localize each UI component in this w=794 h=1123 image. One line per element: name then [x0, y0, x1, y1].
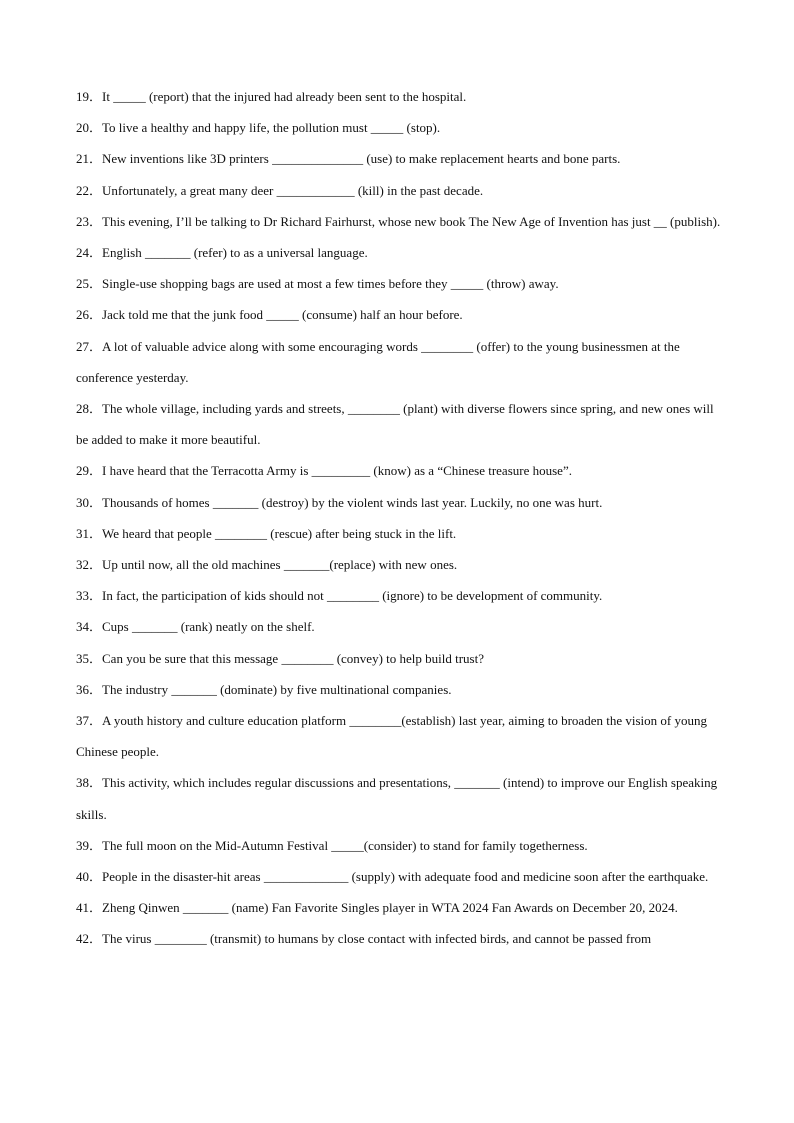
question-number: 25． [76, 276, 103, 292]
question-text: This evening, I’ll be talking to Dr Richard Fairhurst, whose new book The New Age of Invention has just __ (publish). [102, 213, 721, 229]
question-number: 31． [76, 525, 103, 541]
question-number: 40． [76, 869, 103, 885]
question-text: To live a healthy and happy life, the pollution must _____ (stop). [102, 120, 441, 136]
question-23 [76, 206, 722, 237]
question-26 [76, 299, 722, 330]
question-text: The whole village, including yards and streets, ________ (plant) with diverse flowers since spring, and new ones will be added to make it more beautiful. [76, 401, 714, 448]
question-number: 38． [76, 775, 103, 791]
question-24 [76, 237, 722, 268]
question-25 [76, 268, 722, 299]
question-36 [76, 674, 722, 705]
question-number: 29． [76, 463, 103, 479]
question-number: 26． [76, 307, 103, 323]
question-33 [76, 580, 722, 611]
question-29 [76, 455, 722, 486]
question-text: We heard that people ________ (rescue) after being stuck in the lift. [102, 525, 457, 541]
question-text: Can you be sure that this message ________ (convey) to help build trust? [102, 650, 484, 666]
question-34 [76, 611, 722, 642]
question-35 [76, 643, 722, 674]
question-text: Up until now, all the old machines _______(replace) with new ones. [102, 557, 458, 573]
question-number: 20． [76, 120, 103, 136]
question-text: This activity, which includes regular discussions and presentations, _______ (intend) to improve our English speaking skills. [76, 775, 718, 822]
question-42 [76, 923, 722, 954]
question-number: 30． [76, 494, 103, 510]
question-text: Unfortunately, a great many deer ____________ (kill) in the past decade. [102, 182, 484, 198]
question-22 [76, 175, 722, 206]
question-number: 32． [76, 557, 103, 573]
question-text: I have heard that the Terracotta Army is _________ (know) as a “Chinese treasure house”. [102, 463, 572, 479]
question-text: It _____ (report) that the injured had already been sent to the hospital. [102, 89, 467, 104]
question-20 [76, 112, 722, 143]
question-text: Cups _______ (rank) neatly on the shelf. [102, 619, 315, 635]
question-number: 34． [76, 619, 103, 635]
question-text: New inventions like 3D printers ______________ (use) to make replacement hearts and bone parts. [102, 151, 621, 167]
question-32 [76, 549, 722, 580]
question-list [76, 81, 722, 955]
question-27 [76, 331, 722, 393]
question-text: Jack told me that the junk food _____ (consume) half an hour before. [102, 307, 463, 323]
question-39 [76, 830, 722, 861]
question-41 [76, 892, 722, 923]
question-text: A lot of valuable advice along with some encouraging words ________ (offer) to the young businessmen at the conference yesterday. [76, 338, 680, 385]
question-number: 21． [76, 151, 103, 167]
question-text: The industry _______ (dominate) by five multinational companies. [102, 681, 452, 697]
question-number: 22． [76, 182, 103, 198]
question-number: 36． [76, 681, 103, 697]
question-40 [76, 861, 722, 892]
question-text: People in the disaster-hit areas _____________ (supply) with adequate food and medicine soon after the earthquake. [102, 869, 709, 885]
question-number: 33． [76, 588, 103, 604]
question-number: 37． [76, 713, 103, 729]
question-number: 23． [76, 213, 103, 229]
question-31 [76, 518, 722, 549]
question-number: 19． [76, 89, 103, 104]
question-text: Zheng Qinwen _______ (name) Fan Favorite Singles player in WTA 2024 Fan Awards on December 20, 2024. [102, 900, 678, 916]
question-30 [76, 487, 722, 518]
question-text: A youth history and culture education platform ________(establish) last year, aiming to broaden the vision of young Chinese people. [76, 713, 707, 760]
question-text: Thousands of homes _______ (destroy) by the violent winds last year. Luckily, no one was hurt. [102, 494, 603, 510]
question-number: 39． [76, 837, 103, 853]
question-28 [76, 393, 722, 455]
question-text: Single-use shopping bags are used at most a few times before they _____ (throw) away. [102, 276, 559, 292]
question-text: In fact, the participation of kids should not ________ (ignore) to be development of community. [102, 588, 603, 604]
question-text: The virus ________ (transmit) to humans by close contact with infected birds, and cannot be passed from [102, 931, 652, 947]
question-text: English _______ (refer) to as a universal language. [102, 245, 368, 261]
question-number: 28． [76, 401, 103, 417]
question-number: 42． [76, 931, 103, 947]
question-38 [76, 767, 722, 829]
question-text: The full moon on the Mid-Autumn Festival _____(consider) to stand for family togetherness. [102, 837, 588, 853]
question-number: 24． [76, 245, 103, 261]
question-number: 35． [76, 650, 103, 666]
question-37 [76, 705, 722, 767]
question-21 [76, 143, 722, 174]
question-number: 41． [76, 900, 103, 916]
question-number: 27． [76, 338, 103, 354]
question-19 [76, 81, 722, 112]
